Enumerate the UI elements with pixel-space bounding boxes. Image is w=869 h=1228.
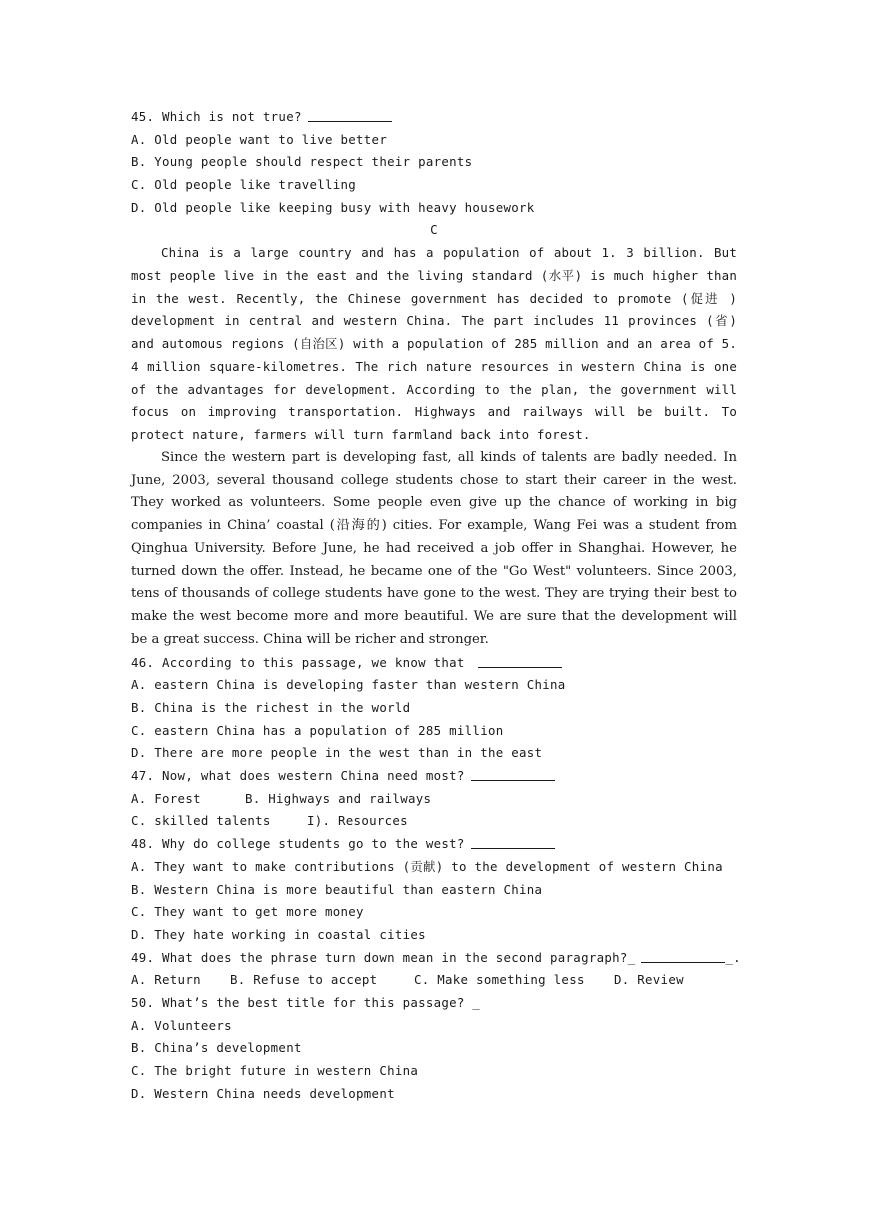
option: B. Young people should respect their parents [131, 154, 473, 170]
passage-paragraph-1: China is a large country and has a population of about 1. 3 billion. But most people live in the east and the living standard (水平) is much higher than in the west. Recently, the Chinese government has decided to promote (促进 ) development in central and western China. The part includes 11 provinces (省) and automous regions (自治区) with a population of 285 million and an area of 5. 4 million square-kilometres. The rich nature resources in western China is one of the advantages for development. According to the plan, the government will focus on improving transportation. Highways and railways will be built. To protect nature, farmers will turn farmland back into forest. [131, 245, 737, 443]
question-48: 48. Why do college students go to the west? [131, 833, 737, 856]
option: B. Western China is more beautiful than eastern China [131, 881, 543, 897]
answer-blank [308, 108, 392, 122]
option: C. The bright future in western China [131, 1063, 419, 1078]
option: A. Forest [131, 790, 201, 806]
option-row [131, 969, 737, 992]
question-46: 46. According to this passage, we know that [131, 652, 737, 675]
option: C. Old people like travelling [131, 177, 357, 193]
option: C. eastern China has a population of 285 million [131, 722, 504, 738]
option: B. China’s development [131, 1040, 302, 1056]
option: D. Review [614, 972, 684, 988]
option: C. skilled talents [131, 813, 271, 829]
question-45: 45. Which is not true? [131, 106, 737, 129]
option: A. Volunteers [131, 1017, 232, 1033]
option: A. They want to make contributions (贡献) to the development of western China [131, 858, 723, 874]
answer-blank [641, 949, 725, 963]
option: D. Old people like keeping busy with heavy housework [131, 199, 535, 215]
answer-blank [471, 767, 555, 781]
option: A. Return [131, 972, 201, 988]
passage-paragraph-2: Since the western part is developing fast, all kinds of talents are badly needed. In June, 2003, several thousand college students chose to start their career in the west. They worked as volunteers. Some people even give up the chance of working in big companies in China’ coastal (沿海的) cities. For example, Wang Fei was a student from Qinghua University. Before June, he had received a job offer in Shanghai. However, he turned down the offer. Instead, he became one of the "Go West" volunteers. Since 2003, tens of thousands of college students have gone to the west. They are trying their best to make the west become more and more beautiful. We are sure that the development will be a great success. China will be richer and stronger. [131, 449, 737, 647]
option: A. Old people want to live better [131, 131, 388, 147]
question-47: 47. Now, what does western China need most? [131, 765, 737, 788]
option: D. Western China needs development [131, 1085, 395, 1101]
question-50: 50. What’s the best title for this passage? _ [131, 994, 481, 1010]
option: C. Make something less [414, 972, 585, 988]
option: B. Highways and railways [245, 790, 432, 806]
question-49: 49. What does the phrase turn down mean in the second paragraph?_ _. [131, 949, 741, 965]
option: D. They hate working in coastal cities [131, 926, 426, 942]
option: B. China is the richest in the world [131, 700, 411, 715]
option-row [131, 810, 737, 833]
option: A. eastern China is developing faster than western China [131, 677, 566, 693]
document-content [131, 106, 741, 1105]
option: D. There are more people in the west than in the east [131, 745, 543, 761]
option-row [131, 788, 737, 811]
section-label: C [430, 222, 438, 238]
option: B. Refuse to accept [230, 972, 378, 988]
answer-blank [471, 835, 555, 849]
option: I). Resources [307, 813, 408, 829]
answer-blank [478, 654, 562, 668]
option: C. They want to get more money [131, 904, 364, 920]
